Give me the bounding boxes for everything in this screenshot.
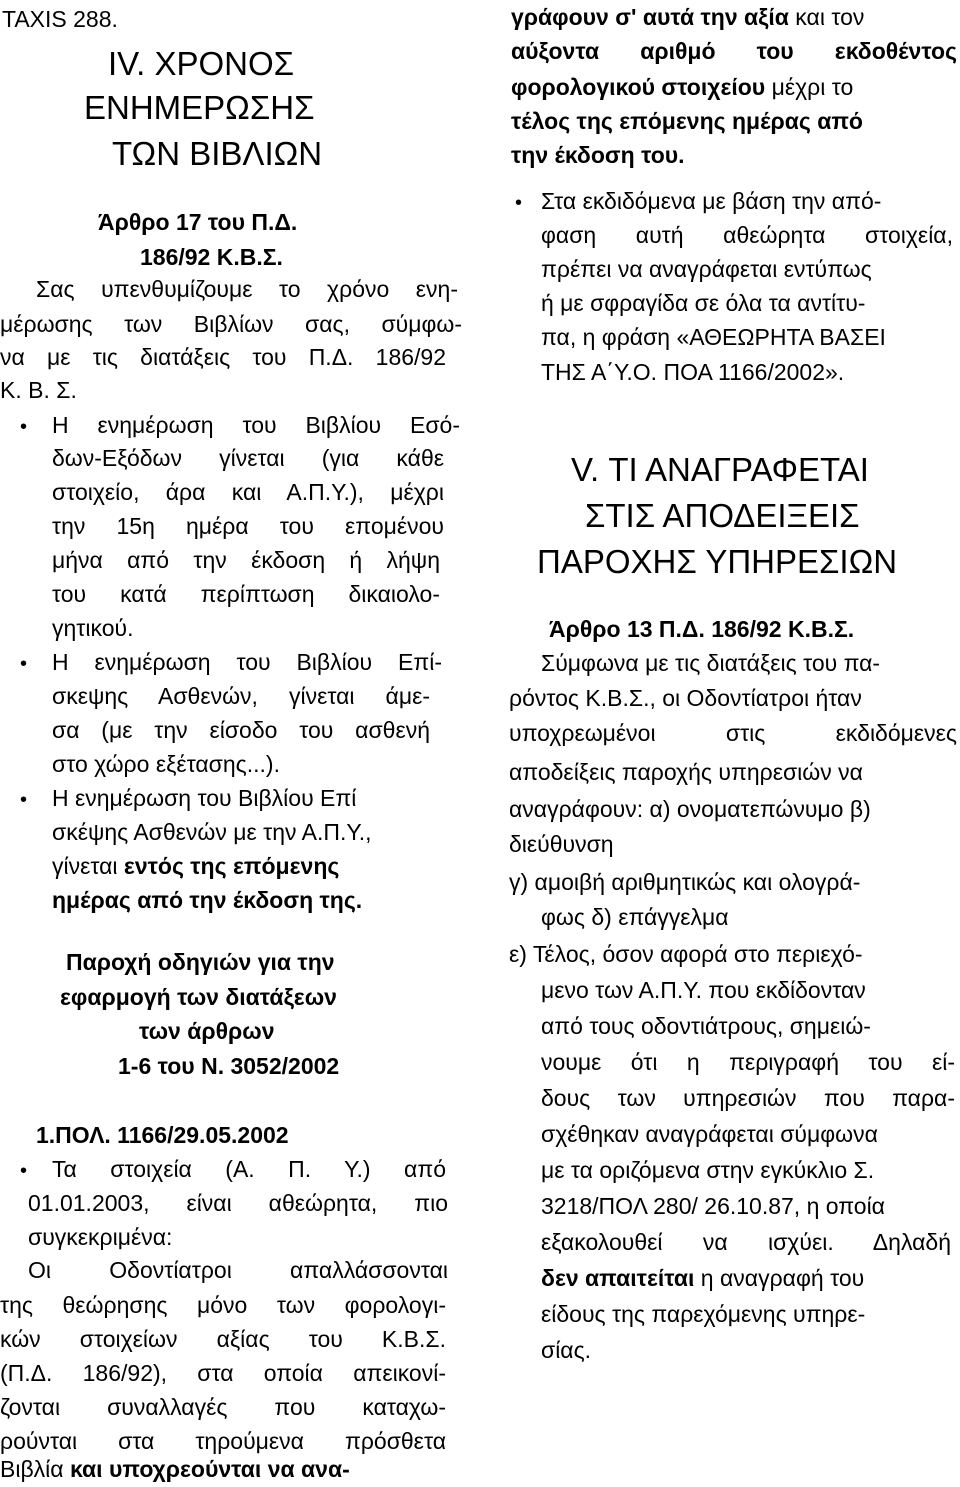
intro-line: Σας υπενθυμίζουμε το χρόνο ενη- [36,276,458,302]
bullet-line: 01.01.2003, είναι αθεώρητα, πιο [28,1190,448,1216]
bullet-line: φαση αυτή αθεώρητα στοιχεία, [541,222,953,248]
bullet-line: Η ενημέρωση του Βιβλίου Επί- [52,649,442,675]
body-line: είδους της παρεχόμενης υπηρε- [541,1301,866,1327]
bullet-line: ΤΗΣ Α΄Υ.Ο. ΠΟΑ 1166/2002». [541,359,845,385]
body-line: αποδείξεις παροχής υπηρεσιών να [509,759,863,785]
continuation-line: τέλος της επόμενης ημέρας από [511,108,863,134]
intro-line: Κ. Β. Σ. [0,377,77,403]
body-line: εξακολουθεί να ισχύει. Δηλαδή [541,1229,951,1255]
plain-text: και τον [788,4,865,30]
body-line: Σύμφωνα με τις διατάξεις του πα- [541,650,881,676]
bullet-line: πα, η φράση «ΑΘΕΩΡΗΤΑ ΒΑΣΕΙ [541,324,886,350]
paragraph-line: κών στοιχείων αξίας του Κ.Β.Σ. [0,1326,446,1352]
section-title-line: IV. ΧΡΟΝΟΣ [108,45,295,82]
bullet-line: στοιχείο, άρα και Α.Π.Υ.), μέχρι [52,479,444,505]
body-line: γ) αμοιβή αριθμητικώς και ολογρά- [509,869,861,895]
body-line: από τους οδοντιάτρους, σημειώ- [541,1013,871,1039]
body-line: σίας. [541,1337,592,1363]
continuation-line: την έκδοση του. [511,142,685,168]
bullet-line [52,849,339,884]
bold-text: φορολογικού στοιχείου [511,74,766,100]
paragraph-line: (Π.Δ. 186/92), στα οποία απεικονί- [0,1360,446,1386]
bullet-icon: • [20,789,28,811]
bullet-line: Στα εκδιδόμενα με βάση την από- [541,188,882,214]
section-title-line: V. ΤΙ ΑΝΑΓΡΑΦΕΤΑΙ [571,451,869,488]
guidance-heading: εφαρμογή των διατάξεων [60,984,337,1010]
plain-text: μέχρι το [765,74,854,100]
bullet-line: Τα στοιχεία (Α. Π. Υ.) από [52,1156,446,1182]
section-title-line: ΕΝΗΜΕΡΩΣΗΣ [84,89,315,126]
body-line: σχέθηκαν αναγράφεται σύμφωνα [541,1121,878,1147]
bullet-line: Η ενημέρωση του Βιβλίου Εσό- [52,412,460,438]
guidance-heading: Παροχή οδηγιών για την [66,949,335,975]
bullet-line: την 15η ημέρα του επομένου [52,513,444,539]
plain-text: γίνεται [52,853,124,879]
paragraph-line: ζονται συναλλαγές που καταχω- [0,1394,446,1420]
intro-line: να με τις διατάξεις του Π.Δ. 186/92 [0,344,446,370]
bullet-line: στο χώρο εξέτασης...). [52,751,280,777]
section-title-line: ΣΤΙΣ ΑΠΟΔΕΙΞΕΙΣ [585,497,860,534]
bullet-line: γητικού. [52,615,134,641]
bold-text: και υποχρεούνται να ανα- [69,1456,350,1482]
bullet-icon: • [20,416,28,438]
body-line [541,1261,864,1296]
body-line: ε) Τέλος, όσον αφορά στο περιεχό- [509,941,863,967]
continuation-line: αύξοντα αριθμό του εκδοθέντος [511,38,957,64]
article-reference: Άρθρο 13 Π.Δ. 186/92 Κ.Β.Σ. [549,616,855,642]
intro-line: μέρωσης των Βιβλίων σας, σύμφω- [0,311,462,337]
bold-text: δεν απαιτείται [541,1265,695,1291]
header-label: TAXIS 288. [2,6,118,32]
article-reference: 186/92 Κ.Β.Σ. [140,244,283,270]
bullet-line: δων-Εξόδων γίνεται (για κάθε [52,445,444,471]
body-line: φως δ) επάγγελμα [541,904,729,930]
bullet-line: ή με σφραγίδα σε όλα τα αντίτυ- [541,290,866,316]
continuation-line [511,0,864,35]
circular-reference: 1.ΠΟΛ. 1166/29.05.2002 [36,1122,289,1148]
body-line: μενο των Α.Π.Υ. που εκδίδονταν [541,977,866,1003]
bullet-line: σκέψης Ασθενών με την Α.Π.Υ., [52,819,372,845]
bullet-line: μήνα από την έκδοση ή λήψη [52,547,440,573]
bold-text: εντός της επόμενης [123,853,340,879]
section-title-line: ΤΩΝ ΒΙΒΛΙΩΝ [112,135,323,172]
bullet-line: σα (με την είσοδο του ασθενή [52,717,430,743]
bold-text: γράφουν σ' αυτά την αξία [511,4,789,30]
body-line: με τα οριζόμενα στην εγκύκλιο Σ. [541,1157,875,1183]
bullet-icon: • [20,1160,28,1182]
paragraph-line: Οι Οδοντίατροι απαλλάσσονται [28,1257,448,1283]
body-line: υποχρεωμένοι στις εκδιδόμενες [509,720,957,746]
bullet-icon: • [515,192,523,214]
bullet-line: σκεψης Ασθενών, γίνεται άμε- [52,683,430,709]
guidance-heading: 1-6 του Ν. 3052/2002 [118,1053,340,1079]
paragraph-line: ρούνται στα τηρούμενα πρόσθετα [0,1428,446,1454]
section-title-line: ΠΑΡΟΧΗΣ ΥΠΗΡΕΣΙΩΝ [537,543,898,580]
body-line: νουμε ότι η περιγραφή του εί- [541,1049,955,1075]
bullet-line: συγκεκριμένα: [28,1224,173,1250]
plain-text: Βιβλία [0,1456,70,1482]
bullet-icon: • [20,653,28,675]
body-line: δους των υπηρεσιών που παρα- [541,1085,955,1111]
plain-text: η αναγραφή του [694,1265,865,1291]
body-line: ρόντος Κ.Β.Σ., οι Οδοντίατροι ήταν [509,685,862,711]
body-line: 3218/ΠΟΛ 280/ 26.10.87, η οποία [541,1193,885,1219]
body-line: αναγράφουν: α) ονοματεπώνυμο β) [509,796,871,822]
paragraph-line: της θεώρησης μόνο των φορολογι- [0,1292,446,1318]
bullet-line: πρέπει να αναγράφεται εντύπως [541,256,872,282]
bullet-line: ημέρας από την έκδοση της. [52,887,363,913]
body-line: διεύθυνση [509,831,614,857]
continuation-line [511,70,853,105]
guidance-heading: των άρθρων [139,1018,275,1044]
bullet-line: Η ενημέρωση του Βιβλίου Επί [52,785,357,811]
paragraph-line [0,1452,350,1487]
article-reference: Άρθρο 17 του Π.Δ. [98,209,298,235]
bullet-line: του κατά περίπτωση δικαιολο- [52,581,440,607]
